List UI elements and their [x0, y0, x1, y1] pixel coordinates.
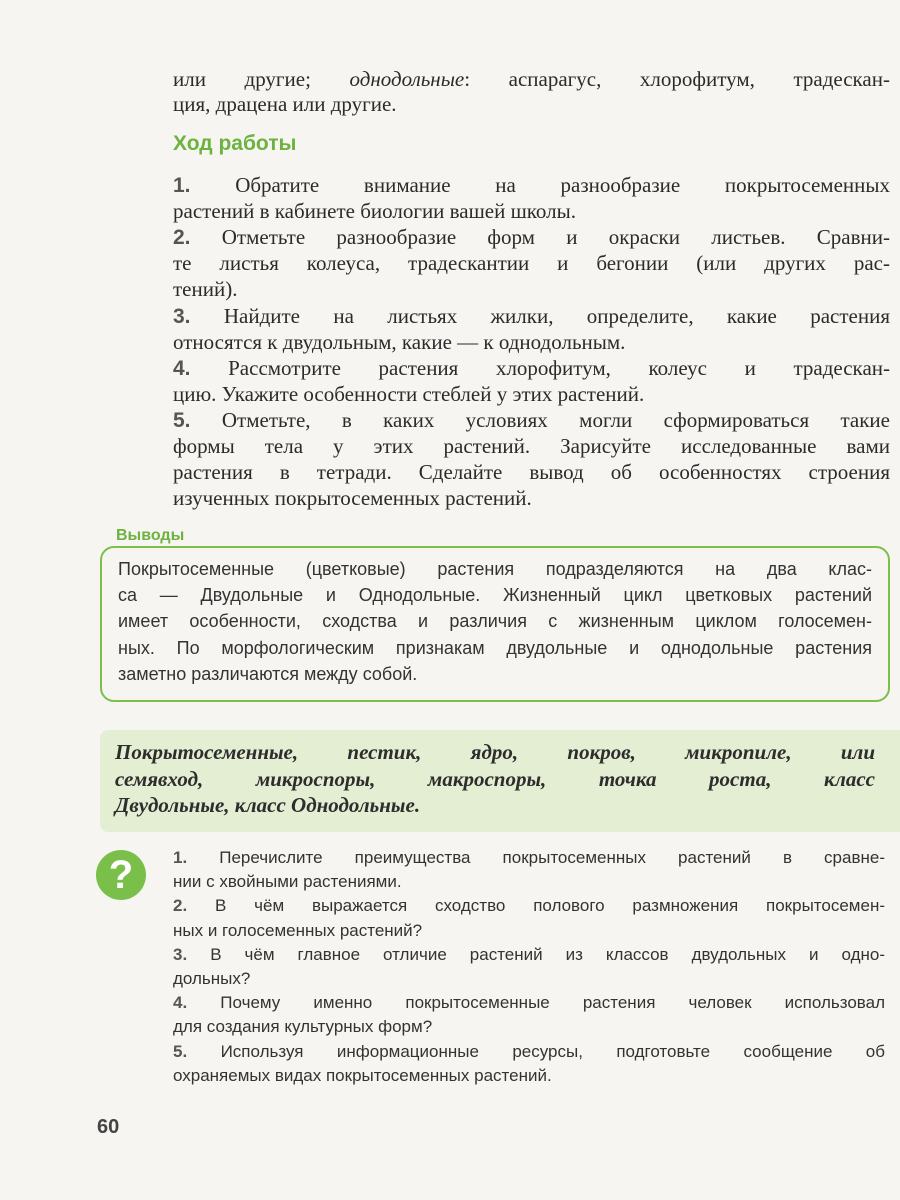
text-line: [173, 485, 890, 511]
text-line: [173, 919, 885, 943]
line-text: ных. По морфологическим признакам двудольные и однодольные растения: [118, 637, 872, 658]
text-line: [115, 766, 875, 793]
text-line: [173, 66, 890, 92]
page-number: 60: [97, 1116, 120, 1138]
text-line: [118, 661, 872, 687]
line-text: относятся к двудольным, какие — к однодольным.: [173, 329, 626, 354]
text-line: [118, 608, 872, 634]
line-text: нии с хвойными растениями.: [173, 872, 402, 892]
line-text: Отметьте разнообразие форм и окраски листьев. Сравни-: [190, 225, 890, 250]
section-heading: Ход работы: [173, 132, 297, 155]
text-line: [173, 198, 890, 224]
line-text: Покрытосеменные (цветковые) растения подразделяются на два клас-: [118, 559, 872, 579]
line-text: Отметьте, в каких условиях могли сформироваться такие: [190, 407, 890, 432]
text-line: [118, 556, 872, 582]
line-text: цию. Укажите особенности стеблей у этих растений.: [173, 381, 645, 406]
text-line: [173, 224, 890, 251]
line-text: Почему именно покрытосеменные растения человек использовал: [187, 993, 885, 1013]
question-mark-icon: ?: [96, 850, 146, 900]
text-line: [173, 433, 890, 459]
item-number: 5.: [173, 408, 191, 432]
line-text: растения в тетради. Сделайте вывод об особенностях строения: [173, 460, 890, 485]
item-number: 5.: [173, 1041, 188, 1061]
conclusions-title: Выводы: [112, 527, 188, 545]
line-text: ных и голосеменных растений?: [173, 920, 423, 940]
text: или другие;: [173, 67, 350, 91]
text-line: [173, 967, 885, 991]
line-text: В чём главное отличие растений из классов двудольных и одно-: [187, 944, 885, 964]
line-text: Обратите внимание на разнообразие покрытосеменных: [190, 173, 890, 197]
line-text: семявход, микроспоры, макроспоры, точка роста, класс: [115, 766, 875, 791]
text-line: [118, 582, 872, 608]
text-line: [173, 407, 890, 434]
text-line: [173, 1064, 885, 1088]
text-line: [173, 846, 885, 870]
line-text: Перечислите преимущества покрытосеменных растений в сравне-: [187, 848, 885, 867]
italic-text: однодольные: [349, 67, 465, 91]
text-line: [173, 303, 890, 330]
text-line: [173, 381, 890, 407]
text-line: [173, 250, 890, 276]
line-text: для создания культурных форм?: [173, 1017, 433, 1037]
item-number: 4.: [173, 993, 188, 1013]
text: : аспарагус, хлорофитум, традескан-: [464, 67, 890, 91]
text-line: [118, 635, 872, 661]
item-number: 3.: [173, 944, 188, 964]
line-text: В чём выражается сходство полового размножения покрытосемен-: [187, 896, 885, 916]
line-text: охраняемых видах покрытосеменных растений.: [173, 1065, 552, 1085]
item-number: 4.: [173, 356, 191, 380]
text-line: [173, 991, 885, 1015]
text-line: [173, 1015, 885, 1039]
line-text: растений в кабинете биологии вашей школы.: [173, 199, 576, 224]
text-line: [115, 792, 875, 819]
text-line: [173, 894, 885, 918]
line-text: са — Двудольные и Однодольные. Жизненный цикл цветковых растений: [118, 585, 872, 606]
text-line: ция, драцена или другие.: [173, 92, 397, 116]
line-text: Используя информационные ресурсы, подготовьте сообщение об: [187, 1041, 885, 1061]
text-line: [173, 943, 885, 967]
item-number: 2.: [173, 226, 191, 250]
item-number: 3.: [173, 304, 191, 328]
item-number: 1.: [173, 848, 188, 867]
line-text: заметно различаются между собой.: [118, 663, 418, 684]
text-line: [173, 1040, 885, 1064]
line-text: изученных покрытосеменных растений.: [173, 486, 532, 511]
item-number: 2.: [173, 896, 188, 916]
item-number: 1.: [173, 174, 191, 197]
line-text: Покрытосеменные, пестик, ядро, покров, микропиле, или: [115, 740, 875, 764]
text-line: [173, 276, 890, 302]
line-text: Рассмотрите растения хлорофитум, колеус и традескан-: [190, 355, 890, 380]
text-line: [115, 739, 875, 766]
line-text: Двудольные, класс Однодольные.: [115, 793, 421, 817]
text-line: [173, 172, 890, 199]
line-text: дольных?: [173, 969, 251, 988]
text-line: [173, 329, 890, 355]
line-text: Найдите на листьях жилки, определите, какие растения: [190, 303, 890, 328]
text-line: [173, 355, 890, 382]
text-line: [173, 459, 890, 485]
text-line: [173, 870, 885, 894]
line-text: тений).: [173, 277, 238, 302]
line-text: имеет особенности, сходства и различия с жизненным циклом голосемен-: [118, 611, 872, 632]
line-text: формы тела у этих растений. Зарисуйте исследованные вами: [173, 434, 890, 458]
line-text: те листья колеуса, традескантии и бегонии (или других рас-: [173, 251, 890, 276]
